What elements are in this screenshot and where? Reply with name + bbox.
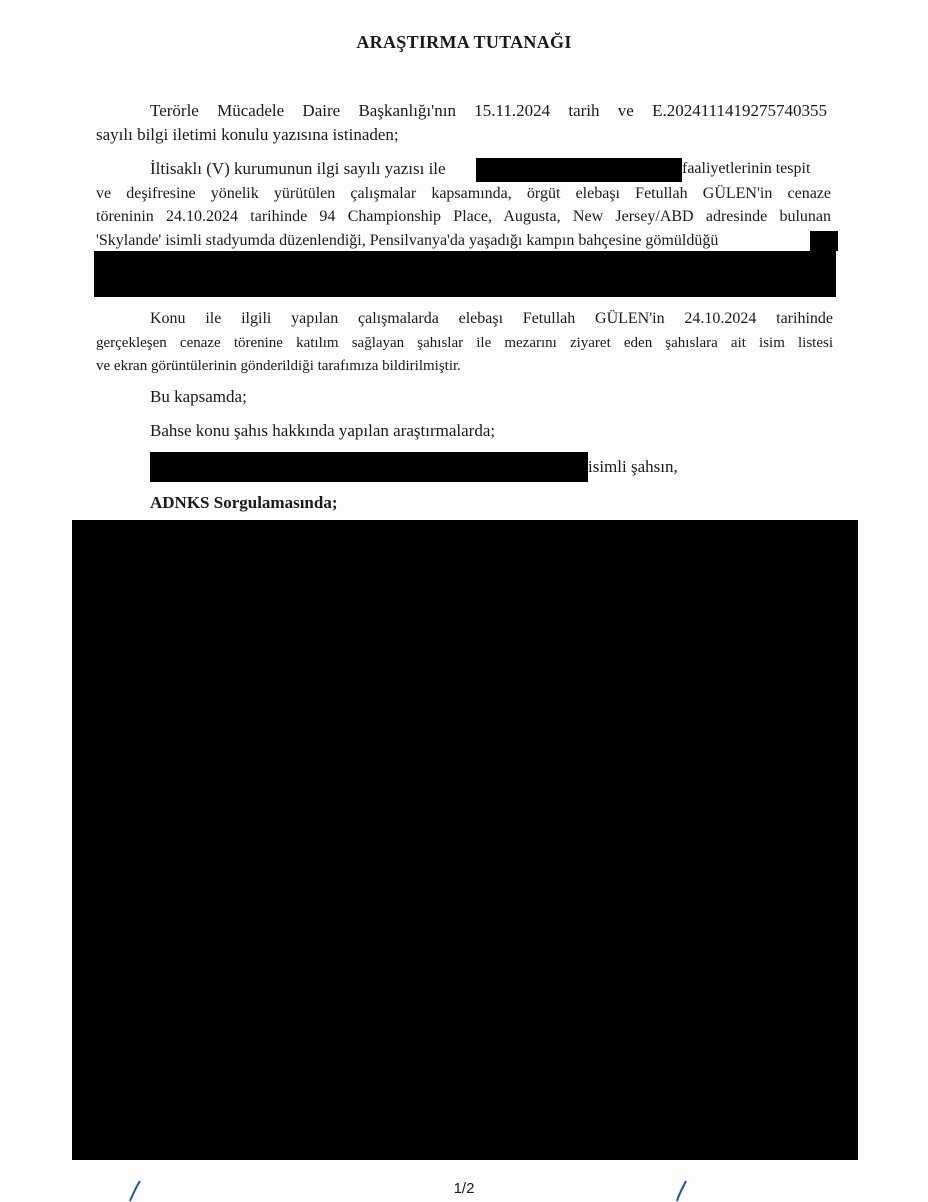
para1-line-3: töreninin 24.10.2024 tarihinde 94 Championship Place, Augusta, New Jersey/ABD adresinde bulunan xyxy=(96,208,831,225)
para1-line-1-end: faaliyetlerinin tespit xyxy=(682,160,811,177)
document-title: ARAŞTIRMA TUTANAĞI xyxy=(356,32,572,52)
redaction-line-end xyxy=(810,231,838,251)
para2-line-3: ve ekran görüntülerinin gönderildiği tarafımıza bildirilmiştir. xyxy=(96,358,461,374)
para1-line-1-start: İltisaklı (V) kurumunun ilgi sayılı yazısı ile xyxy=(150,159,446,178)
para2-line-1: Konu ile ilgili yapılan çalışmalarda elebaşı Fetullah GÜLEN'in 24.10.2024 tarihinde xyxy=(150,310,833,327)
intro-line-2: sayılı bilgi iletimi konulu yazısına istinaden; xyxy=(96,125,399,144)
para1-line-4: 'Skylande' isimli stadyumda düzenlendiği, Pensilvanya'da yaşadığı kampın bahçesine gömüldüğü xyxy=(96,232,719,249)
redaction-block-main xyxy=(72,520,858,1160)
para2-line-2: gerçekleşen cenaze törenine katılım sağlayan şahıslar ile mezarını ziyaret eden şahıslara ait isim listesi xyxy=(96,335,833,351)
redaction-organization xyxy=(476,158,682,182)
bahse-konu-text: Bahse konu şahıs hakkında yapılan araştırmalarda; xyxy=(150,421,496,440)
redaction-person-name xyxy=(150,452,588,482)
para1-line-2: ve deşifresine yönelik yürütülen çalışmalar kapsamında, örgüt elebaşı Fetullah GÜLEN'in cenaze xyxy=(96,185,831,202)
adnks-heading: ADNKS Sorgulamasında; xyxy=(150,493,338,512)
intro-line-1: Terörle Mücadele Daire Başkanlığı'nın 15.11.2024 tarih ve E.2024111419275740355 xyxy=(150,101,827,120)
redaction-block-1 xyxy=(94,251,836,297)
isimli-sahsin-text: isimli şahsın, xyxy=(588,457,678,476)
page-number: 1/2 xyxy=(453,1180,475,1197)
bu-kapsamda-text: Bu kapsamda; xyxy=(150,387,247,406)
